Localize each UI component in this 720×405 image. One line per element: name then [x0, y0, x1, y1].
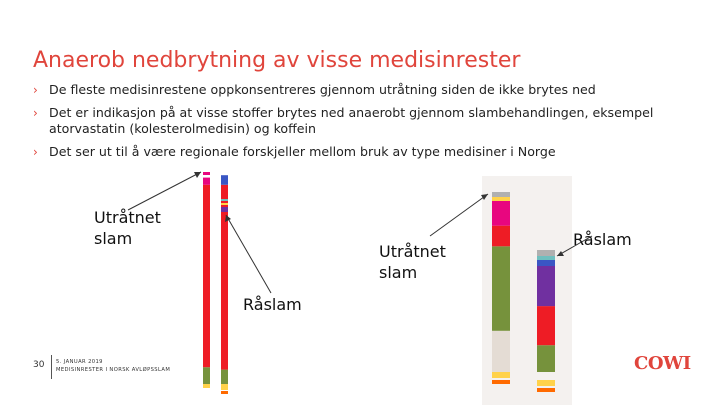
label-raslam-right: Råslam — [573, 230, 632, 249]
bar-segment — [492, 201, 510, 226]
bar-segment — [537, 345, 555, 372]
bar-segment — [221, 175, 228, 185]
bar-segment — [492, 380, 510, 384]
left-chart-bottom-details — [203, 384, 228, 394]
bar-segment — [537, 380, 555, 386]
footer-text — [56, 358, 170, 374]
bar-segment — [203, 172, 210, 175]
label-utratnet-slam-right: Utråtnet slam — [379, 242, 446, 282]
slide-title: Anaerob nedbrytning av visse medisinrester — [33, 48, 521, 73]
chevron-right-icon: › — [33, 145, 38, 159]
arrow-line — [430, 194, 488, 236]
left-chart-bars — [203, 175, 228, 384]
bullet-text: De fleste medisinrestene oppkonsentreres gjennom utråtning siden de ikke brytes ned — [49, 82, 596, 97]
bar-segment — [492, 197, 510, 201]
arrow-line — [128, 172, 201, 210]
bar-segment — [537, 265, 555, 306]
bar-segment — [492, 192, 510, 197]
page-number: 30 — [33, 360, 45, 370]
bar-segment — [203, 185, 210, 367]
bar-segment — [492, 372, 510, 378]
bar-segment — [537, 260, 555, 266]
arrow-line — [226, 215, 271, 293]
chevron-right-icon: › — [33, 83, 38, 97]
bar-segment — [537, 250, 555, 256]
label-utratnet-slam-left: Utråtnet slam — [94, 208, 161, 248]
footer-date: 5. JANUAR 2019 — [56, 359, 103, 365]
bar-segment — [221, 203, 228, 205]
bar-segment — [492, 226, 510, 247]
chevron-right-icon: › — [33, 106, 38, 120]
footer-subtitle: MEDISINRESTER I NORSK AVLØPSSLAM — [56, 367, 171, 373]
bar-segment — [537, 388, 555, 392]
bullet-text: Det er indikasjon på at visse stoffer brytes ned anaerobt gjennom slambehandlingen, eksempel atorvastatin (kolesterolmedisin) og koffein — [49, 105, 654, 136]
bar-segment — [537, 306, 555, 345]
bar-segment — [221, 384, 228, 390]
bar-segment — [203, 178, 210, 185]
bar-segment — [203, 367, 210, 384]
cowi-logo: COWI — [634, 353, 691, 374]
label-raslam-center: Råslam — [243, 295, 302, 314]
bar-segment — [492, 331, 510, 372]
bar-segment — [537, 256, 555, 260]
bar-segment — [203, 384, 210, 388]
bar-segment — [221, 370, 228, 384]
bar-segment — [221, 185, 228, 370]
bar-segment — [492, 246, 510, 330]
footer-divider — [51, 355, 52, 379]
bullet-text: Det ser ut til å være regionale forskjeller mellom bruk av type medisiner i Norge — [49, 144, 556, 159]
bar-segment — [221, 207, 228, 212]
bar-segment — [221, 199, 228, 201]
bar-segment — [221, 391, 228, 394]
